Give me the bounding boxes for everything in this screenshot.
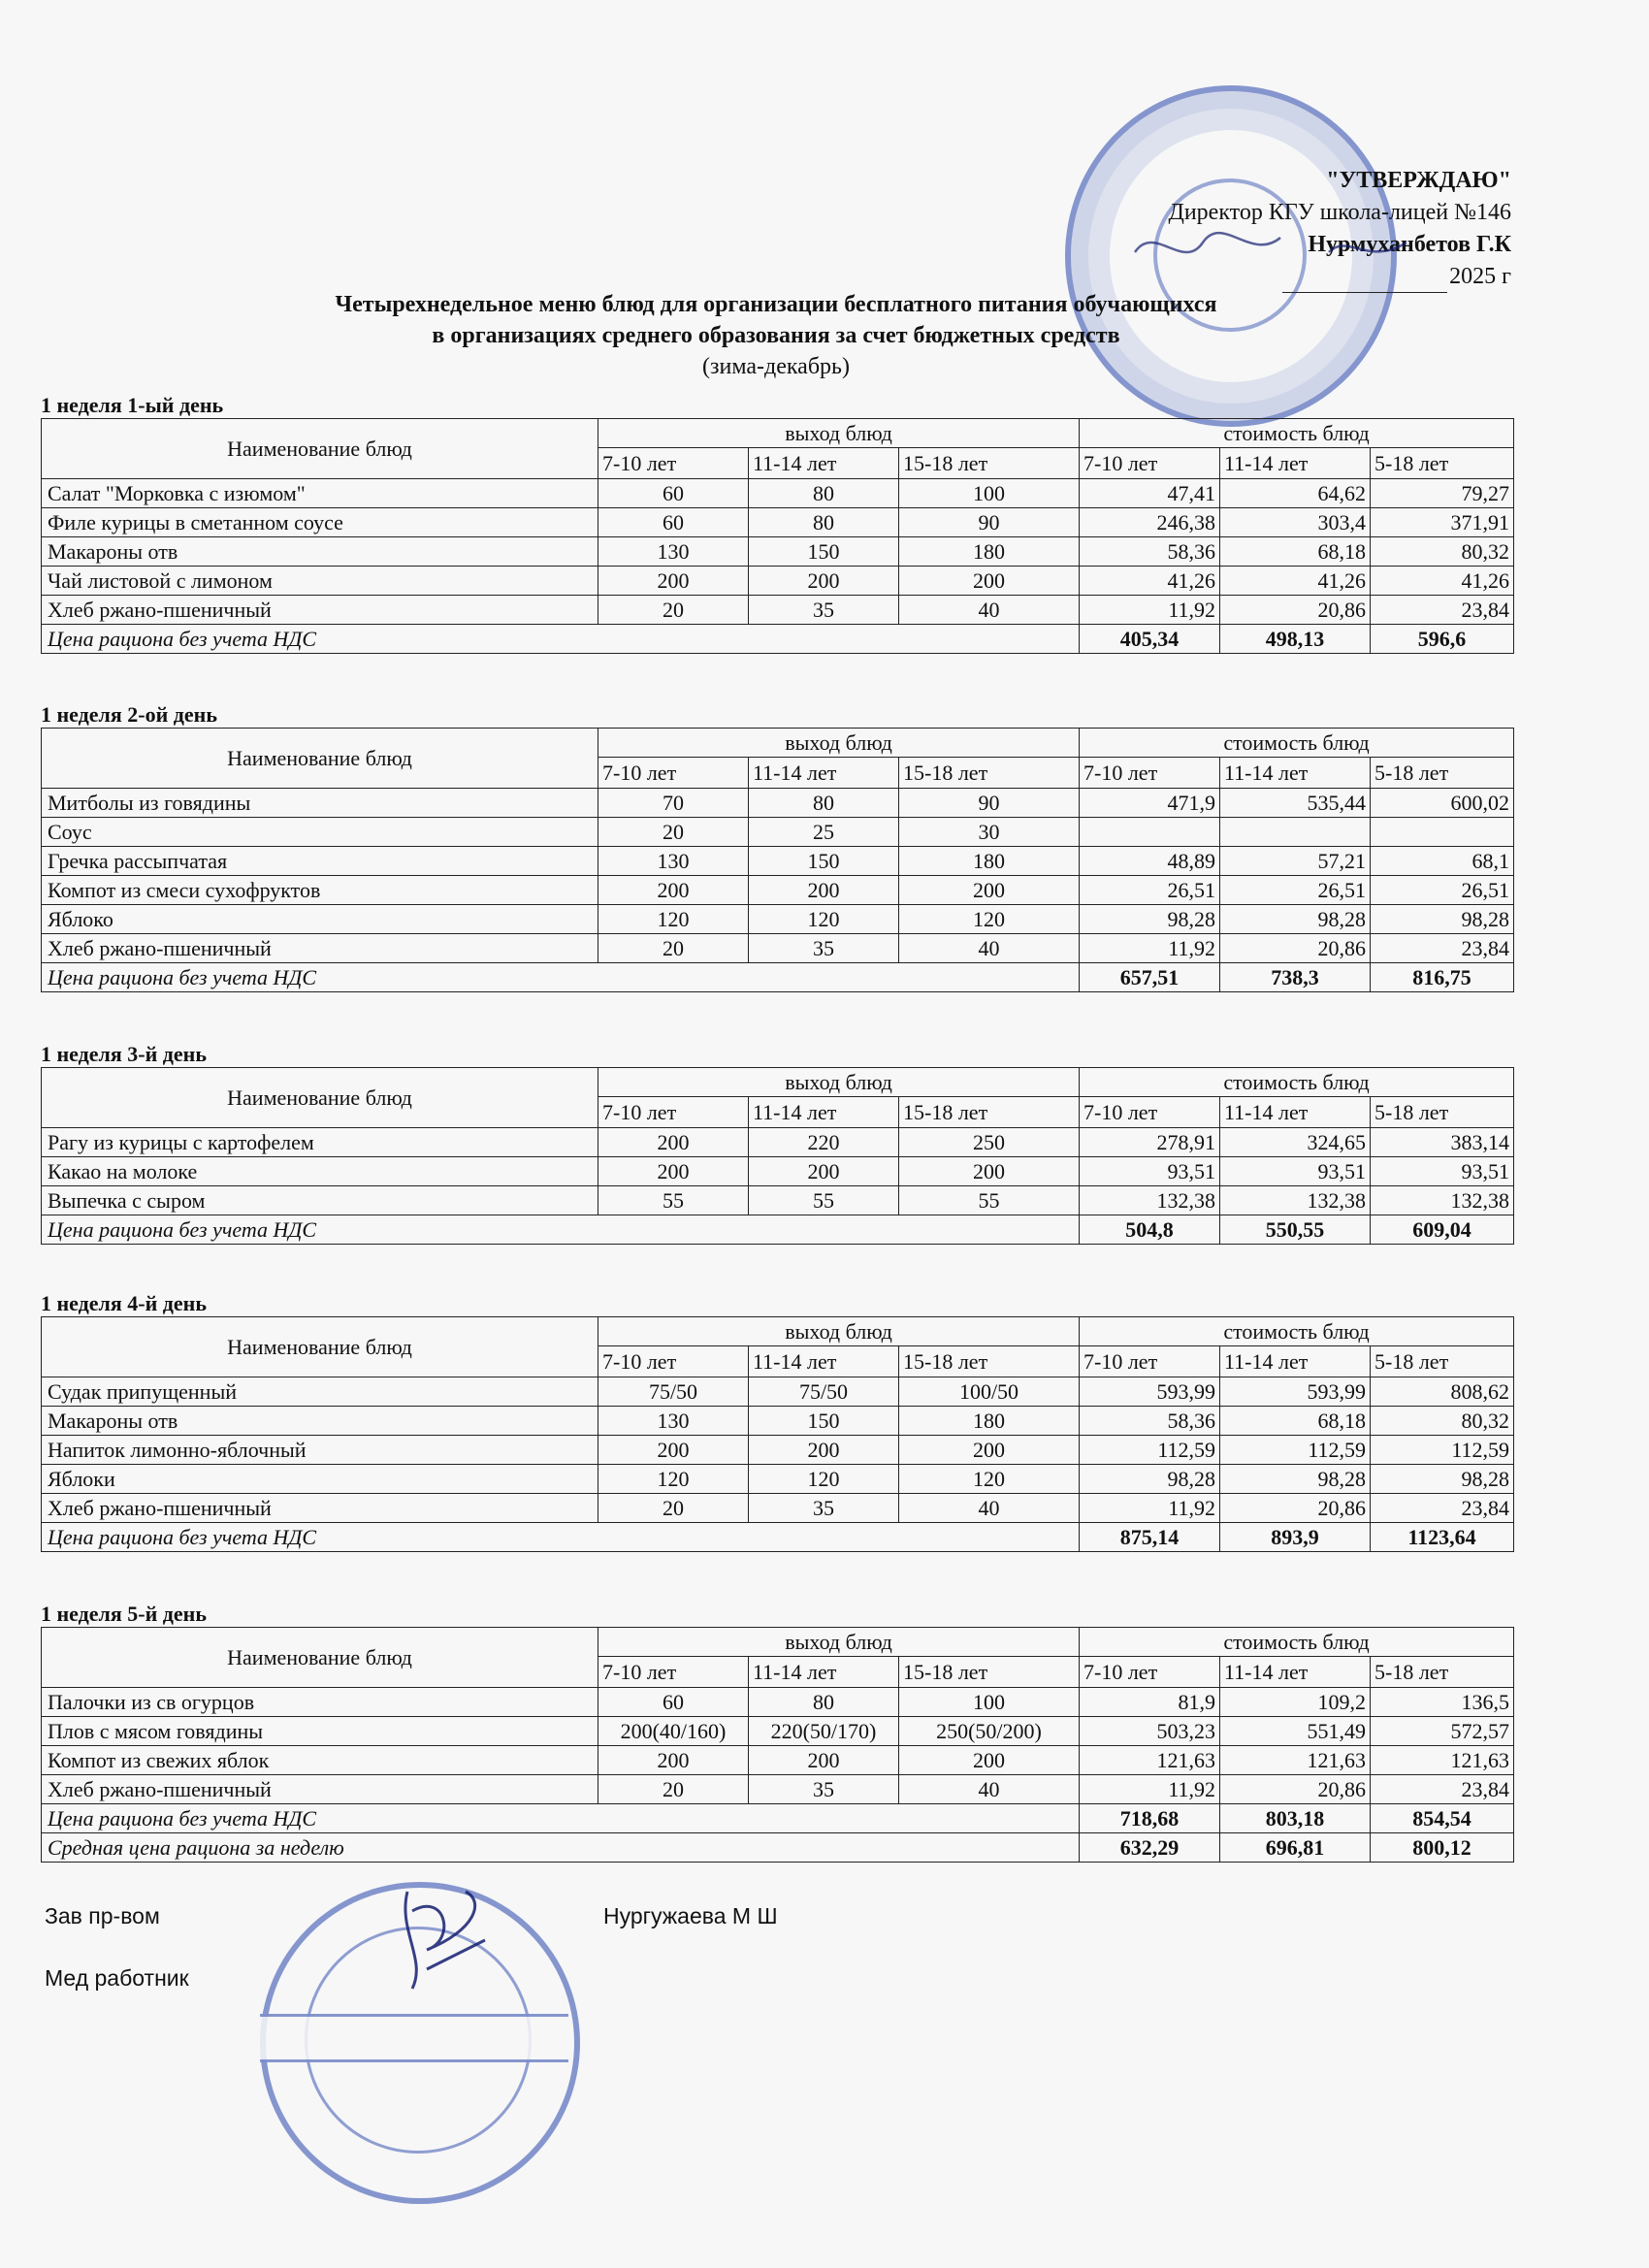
footer-person-1: Нургужаева М Ш xyxy=(603,1903,778,1928)
header-row xyxy=(42,1628,1514,1657)
dish-name: Судак припущенный xyxy=(42,1377,598,1407)
yield-7-10: 200(40/160) xyxy=(598,1717,749,1746)
yield-15-18: 250(50/200) xyxy=(899,1717,1080,1746)
yield-11-14: 220(50/170) xyxy=(749,1717,899,1746)
cost-11-14: 57,21 xyxy=(1220,847,1371,876)
cost-7-10: 98,28 xyxy=(1080,905,1220,934)
yield-15-18: 100 xyxy=(899,479,1080,508)
cost-11-14: 93,51 xyxy=(1220,1157,1371,1186)
header-cost: стоимость блюд xyxy=(1080,729,1514,758)
yield-15-18: 180 xyxy=(899,847,1080,876)
total-15-18: 596,6 xyxy=(1371,625,1514,654)
yield-7-10: 75/50 xyxy=(598,1377,749,1407)
total-11-14: 893,9 xyxy=(1220,1523,1371,1552)
yield-15-18: 200 xyxy=(899,567,1080,596)
header-age: 11-14 лет xyxy=(1220,1346,1371,1377)
header-age: 7-10 лет xyxy=(1080,1346,1220,1377)
cost-7-10: 26,51 xyxy=(1080,876,1220,905)
day-section xyxy=(41,392,1513,654)
yield-7-10: 130 xyxy=(598,847,749,876)
menu-table xyxy=(41,418,1514,654)
day-label: 1 неделя 5-й день xyxy=(41,1602,207,1626)
header-age: 5-18 лет xyxy=(1371,758,1514,789)
total-row xyxy=(42,1215,1514,1245)
title-season: (зима-декабрь) xyxy=(702,354,850,379)
header-age: 7-10 лет xyxy=(598,448,749,479)
yield-11-14: 200 xyxy=(749,876,899,905)
header-age: 15-18 лет xyxy=(899,448,1080,479)
header-age: 7-10 лет xyxy=(1080,448,1220,479)
yield-7-10: 200 xyxy=(598,1128,749,1157)
yield-7-10: 200 xyxy=(598,1436,749,1465)
day-label: 1 неделя 2-ой день xyxy=(41,702,217,727)
cost-11-14: 20,86 xyxy=(1220,596,1371,625)
header-age: 15-18 лет xyxy=(899,1657,1080,1688)
cost-15-18: 41,26 xyxy=(1371,567,1514,596)
header-age: 5-18 лет xyxy=(1371,1657,1514,1688)
yield-11-14: 35 xyxy=(749,596,899,625)
yield-7-10: 60 xyxy=(598,1688,749,1717)
approve-year: 2025 г xyxy=(1449,264,1511,289)
yield-11-14: 120 xyxy=(749,905,899,934)
cost-7-10: 121,63 xyxy=(1080,1746,1220,1775)
header-age: 15-18 лет xyxy=(899,1097,1080,1128)
header-age: 11-14 лет xyxy=(749,1097,899,1128)
yield-15-18: 180 xyxy=(899,1407,1080,1436)
cost-15-18: 121,63 xyxy=(1371,1746,1514,1775)
table-row xyxy=(42,1128,1514,1157)
yield-15-18: 200 xyxy=(899,1157,1080,1186)
cost-15-18: 136,5 xyxy=(1371,1688,1514,1717)
day-label: 1 неделя 3-й день xyxy=(41,1042,207,1066)
header-row xyxy=(42,729,1514,758)
header-age: 11-14 лет xyxy=(1220,758,1371,789)
yield-11-14: 200 xyxy=(749,1746,899,1775)
menu-table xyxy=(41,1067,1514,1245)
header-cost: стоимость блюд xyxy=(1080,1317,1514,1346)
cost-11-14: 20,86 xyxy=(1220,934,1371,963)
title-line-2: в организациях среднего образования за счет бюджетных средств xyxy=(432,323,1120,348)
yield-15-18: 200 xyxy=(899,1746,1080,1775)
title-line-1: Четырехнедельное меню блюд для организации бесплатного питания обучающихся xyxy=(335,292,1217,317)
header-age: 5-18 лет xyxy=(1371,1346,1514,1377)
header-age: 5-18 лет xyxy=(1371,1097,1514,1128)
cost-11-14: 112,59 xyxy=(1220,1436,1371,1465)
average-15-18: 800,12 xyxy=(1371,1833,1514,1863)
yield-11-14: 80 xyxy=(749,789,899,818)
table-row xyxy=(42,1717,1514,1746)
yield-7-10: 200 xyxy=(598,567,749,596)
header-dish-name: Наименование блюд xyxy=(42,1068,598,1128)
dish-name: Плов с мясом говядины xyxy=(42,1717,598,1746)
dish-name: Компот из смеси сухофруктов xyxy=(42,876,598,905)
yield-15-18: 180 xyxy=(899,537,1080,567)
dish-name: Напиток лимонно-яблочный xyxy=(42,1436,598,1465)
table-row xyxy=(42,1775,1514,1804)
table-row xyxy=(42,1688,1514,1717)
table-row xyxy=(42,1465,1514,1494)
header-age: 7-10 лет xyxy=(598,1346,749,1377)
cost-11-14: 324,65 xyxy=(1220,1128,1371,1157)
yield-7-10: 20 xyxy=(598,596,749,625)
approve-director: Директор КГУ школа-лицей №146 xyxy=(1168,200,1511,225)
yield-7-10: 20 xyxy=(598,934,749,963)
yield-11-14: 80 xyxy=(749,479,899,508)
yield-15-18: 40 xyxy=(899,1494,1080,1523)
table-row xyxy=(42,479,1514,508)
header-yield: выход блюд xyxy=(598,729,1080,758)
cost-15-18: 383,14 xyxy=(1371,1128,1514,1157)
yield-11-14: 35 xyxy=(749,1775,899,1804)
cost-15-18: 80,32 xyxy=(1371,537,1514,567)
dish-name: Выпечка с сыром xyxy=(42,1186,598,1215)
header-row xyxy=(42,419,1514,448)
yield-15-18: 40 xyxy=(899,1775,1080,1804)
cost-11-14: 41,26 xyxy=(1220,567,1371,596)
total-15-18: 816,75 xyxy=(1371,963,1514,992)
header-age: 7-10 лет xyxy=(598,1657,749,1688)
day-label: 1 неделя 4-й день xyxy=(41,1291,207,1315)
yield-15-18: 100 xyxy=(899,1688,1080,1717)
cost-11-14: 303,4 xyxy=(1220,508,1371,537)
table-row xyxy=(42,789,1514,818)
cost-11-14 xyxy=(1220,818,1371,847)
yield-7-10: 200 xyxy=(598,1746,749,1775)
footer-role-1: Зав пр-вом xyxy=(45,1903,160,1928)
yield-15-18: 100/50 xyxy=(899,1377,1080,1407)
header-age: 11-14 лет xyxy=(1220,1657,1371,1688)
header-dish-name: Наименование блюд xyxy=(42,1317,598,1377)
header-yield: выход блюд xyxy=(598,1317,1080,1346)
total-7-10: 875,14 xyxy=(1080,1523,1220,1552)
menu-table xyxy=(41,1627,1514,1863)
cost-11-14: 20,86 xyxy=(1220,1494,1371,1523)
cost-11-14: 551,49 xyxy=(1220,1717,1371,1746)
yield-7-10: 130 xyxy=(598,537,749,567)
header-row xyxy=(42,1317,1514,1346)
dish-name: Яблоки xyxy=(42,1465,598,1494)
yield-7-10: 55 xyxy=(598,1186,749,1215)
yield-15-18: 30 xyxy=(899,818,1080,847)
dish-name: Яблоко xyxy=(42,905,598,934)
header-age: 7-10 лет xyxy=(598,1097,749,1128)
cost-7-10: 593,99 xyxy=(1080,1377,1220,1407)
header-row xyxy=(42,1068,1514,1097)
cost-7-10: 41,26 xyxy=(1080,567,1220,596)
yield-15-18: 40 xyxy=(899,934,1080,963)
director-signature xyxy=(1116,213,1436,291)
cost-15-18: 93,51 xyxy=(1371,1157,1514,1186)
yield-7-10: 20 xyxy=(598,818,749,847)
total-7-10: 718,68 xyxy=(1080,1804,1220,1833)
menu-table xyxy=(41,1316,1514,1552)
cost-15-18: 23,84 xyxy=(1371,1494,1514,1523)
yield-15-18: 200 xyxy=(899,876,1080,905)
dish-name: Рагу из курицы с картофелем xyxy=(42,1128,598,1157)
cost-7-10: 112,59 xyxy=(1080,1436,1220,1465)
table-row xyxy=(42,508,1514,537)
table-row xyxy=(42,905,1514,934)
total-label: Цена рациона без учета НДС xyxy=(42,1523,1080,1552)
cost-15-18: 98,28 xyxy=(1371,1465,1514,1494)
total-7-10: 504,8 xyxy=(1080,1215,1220,1245)
cost-11-14: 132,38 xyxy=(1220,1186,1371,1215)
cost-15-18: 600,02 xyxy=(1371,789,1514,818)
yield-11-14: 35 xyxy=(749,1494,899,1523)
average-7-10: 632,29 xyxy=(1080,1833,1220,1863)
dish-name: Соус xyxy=(42,818,598,847)
header-age: 5-18 лет xyxy=(1371,448,1514,479)
yield-7-10: 130 xyxy=(598,1407,749,1436)
cost-15-18: 80,32 xyxy=(1371,1407,1514,1436)
cost-11-14: 68,18 xyxy=(1220,537,1371,567)
yield-11-14: 200 xyxy=(749,1157,899,1186)
dish-name: Хлеб ржано-пшеничный xyxy=(42,1775,598,1804)
cost-11-14: 109,2 xyxy=(1220,1688,1371,1717)
cost-7-10: 246,38 xyxy=(1080,508,1220,537)
cost-7-10 xyxy=(1080,818,1220,847)
yield-15-18: 120 xyxy=(899,1465,1080,1494)
cost-11-14: 535,44 xyxy=(1220,789,1371,818)
header-age: 11-14 лет xyxy=(749,1346,899,1377)
cost-11-14: 98,28 xyxy=(1220,905,1371,934)
cost-15-18: 132,38 xyxy=(1371,1186,1514,1215)
cost-7-10: 58,36 xyxy=(1080,537,1220,567)
yield-7-10: 200 xyxy=(598,1157,749,1186)
dish-name: Макароны отв xyxy=(42,537,598,567)
cost-11-14: 98,28 xyxy=(1220,1465,1371,1494)
yield-11-14: 220 xyxy=(749,1128,899,1157)
yield-15-18: 40 xyxy=(899,596,1080,625)
table-row xyxy=(42,1377,1514,1407)
header-age: 11-14 лет xyxy=(1220,448,1371,479)
yield-11-14: 75/50 xyxy=(749,1377,899,1407)
table-row xyxy=(42,876,1514,905)
header-dish-name: Наименование блюд xyxy=(42,419,598,479)
yield-15-18: 250 xyxy=(899,1128,1080,1157)
dish-name: Митболы из говядины xyxy=(42,789,598,818)
cost-11-14: 68,18 xyxy=(1220,1407,1371,1436)
total-11-14: 738,3 xyxy=(1220,963,1371,992)
cost-7-10: 503,23 xyxy=(1080,1717,1220,1746)
cost-11-14: 26,51 xyxy=(1220,876,1371,905)
total-label: Цена рациона без учета НДС xyxy=(42,1804,1080,1833)
header-cost: стоимость блюд xyxy=(1080,419,1514,448)
yield-11-14: 200 xyxy=(749,1436,899,1465)
menu-table xyxy=(41,728,1514,992)
cost-11-14: 64,62 xyxy=(1220,479,1371,508)
yield-7-10: 120 xyxy=(598,905,749,934)
cost-15-18 xyxy=(1371,818,1514,847)
dish-name: Хлеб ржано-пшеничный xyxy=(42,596,598,625)
header-age: 7-10 лет xyxy=(1080,1097,1220,1128)
yield-15-18: 90 xyxy=(899,789,1080,818)
yield-7-10: 60 xyxy=(598,508,749,537)
dish-name: Салат "Морковка с изюмом" xyxy=(42,479,598,508)
day-section xyxy=(41,1601,1513,1863)
table-row xyxy=(42,1746,1514,1775)
day-section xyxy=(41,701,1513,992)
yield-11-14: 25 xyxy=(749,818,899,847)
cost-11-14: 593,99 xyxy=(1220,1377,1371,1407)
total-15-18: 609,04 xyxy=(1371,1215,1514,1245)
yield-7-10: 120 xyxy=(598,1465,749,1494)
header-dish-name: Наименование блюд xyxy=(42,1628,598,1688)
cost-7-10: 48,89 xyxy=(1080,847,1220,876)
yield-11-14: 150 xyxy=(749,1407,899,1436)
total-row xyxy=(42,1523,1514,1552)
total-7-10: 405,34 xyxy=(1080,625,1220,654)
total-11-14: 803,18 xyxy=(1220,1804,1371,1833)
header-age: 11-14 лет xyxy=(749,758,899,789)
yield-15-18: 55 xyxy=(899,1186,1080,1215)
cost-7-10: 278,91 xyxy=(1080,1128,1220,1157)
yield-7-10: 70 xyxy=(598,789,749,818)
header-age: 15-18 лет xyxy=(899,1346,1080,1377)
table-row xyxy=(42,567,1514,596)
yield-11-14: 150 xyxy=(749,847,899,876)
footer-role-2: Мед работник xyxy=(45,1965,189,1991)
yield-15-18: 90 xyxy=(899,508,1080,537)
cost-7-10: 11,92 xyxy=(1080,1494,1220,1523)
dish-name: Гречка рассыпчатая xyxy=(42,847,598,876)
yield-7-10: 60 xyxy=(598,479,749,508)
table-row xyxy=(42,1494,1514,1523)
day-section xyxy=(41,1290,1513,1552)
yield-11-14: 150 xyxy=(749,537,899,567)
yield-11-14: 80 xyxy=(749,1688,899,1717)
header-cost: стоимость блюд xyxy=(1080,1628,1514,1657)
day-label: 1 неделя 1-ый день xyxy=(41,393,224,417)
signature xyxy=(369,1872,524,2018)
table-row xyxy=(42,818,1514,847)
header-age: 11-14 лет xyxy=(1220,1097,1371,1128)
cost-15-18: 23,84 xyxy=(1371,1775,1514,1804)
total-label: Цена рациона без учета НДС xyxy=(42,1215,1080,1245)
yield-11-14: 35 xyxy=(749,934,899,963)
cost-15-18: 112,59 xyxy=(1371,1436,1514,1465)
total-label: Цена рациона без учета НДС xyxy=(42,963,1080,992)
day-section xyxy=(41,1041,1513,1245)
total-11-14: 498,13 xyxy=(1220,625,1371,654)
cost-15-18: 98,28 xyxy=(1371,905,1514,934)
total-label: Цена рациона без учета НДС xyxy=(42,625,1080,654)
yield-11-14: 55 xyxy=(749,1186,899,1215)
dish-name: Макароны отв xyxy=(42,1407,598,1436)
cost-15-18: 371,91 xyxy=(1371,508,1514,537)
dish-name: Хлеб ржано-пшеничный xyxy=(42,1494,598,1523)
cost-15-18: 26,51 xyxy=(1371,876,1514,905)
header-age: 15-18 лет xyxy=(899,758,1080,789)
approve-name: Нурмуханбетов Г.К xyxy=(1308,232,1511,257)
dish-name: Какао на молоке xyxy=(42,1157,598,1186)
cost-7-10: 81,9 xyxy=(1080,1688,1220,1717)
cost-7-10: 11,92 xyxy=(1080,596,1220,625)
total-11-14: 550,55 xyxy=(1220,1215,1371,1245)
cost-15-18: 23,84 xyxy=(1371,934,1514,963)
dish-name: Компот из свежих яблок xyxy=(42,1746,598,1775)
table-row xyxy=(42,1407,1514,1436)
document-title xyxy=(0,289,1552,382)
header-dish-name: Наименование блюд xyxy=(42,729,598,789)
yield-15-18: 200 xyxy=(899,1436,1080,1465)
header-age: 7-10 лет xyxy=(1080,1657,1220,1688)
dish-name: Палочки из св огурцов xyxy=(42,1688,598,1717)
cost-7-10: 98,28 xyxy=(1080,1465,1220,1494)
average-11-14: 696,81 xyxy=(1220,1833,1371,1863)
cost-15-18: 68,1 xyxy=(1371,847,1514,876)
cost-15-18: 79,27 xyxy=(1371,479,1514,508)
table-row xyxy=(42,847,1514,876)
dish-name: Филе курицы в сметанном соусе xyxy=(42,508,598,537)
cost-7-10: 58,36 xyxy=(1080,1407,1220,1436)
table-row xyxy=(42,934,1514,963)
cost-15-18: 23,84 xyxy=(1371,596,1514,625)
yield-7-10: 200 xyxy=(598,876,749,905)
cost-7-10: 11,92 xyxy=(1080,934,1220,963)
table-row xyxy=(42,596,1514,625)
dish-name: Чай листовой с лимоном xyxy=(42,567,598,596)
yield-7-10: 20 xyxy=(598,1775,749,1804)
table-row xyxy=(42,1436,1514,1465)
cost-11-14: 20,86 xyxy=(1220,1775,1371,1804)
yield-11-14: 120 xyxy=(749,1465,899,1494)
yield-11-14: 200 xyxy=(749,567,899,596)
header-yield: выход блюд xyxy=(598,419,1080,448)
total-15-18: 1123,64 xyxy=(1371,1523,1514,1552)
total-row xyxy=(42,963,1514,992)
table-row xyxy=(42,1157,1514,1186)
header-age: 7-10 лет xyxy=(598,758,749,789)
cost-11-14: 121,63 xyxy=(1220,1746,1371,1775)
dish-name: Хлеб ржано-пшеничный xyxy=(42,934,598,963)
approve-heading: "УТВЕРЖДАЮ" xyxy=(1326,168,1511,193)
table-row xyxy=(42,537,1514,567)
average-row xyxy=(42,1833,1514,1863)
header-age: 11-14 лет xyxy=(749,1657,899,1688)
table-row xyxy=(42,1186,1514,1215)
header-yield: выход блюд xyxy=(598,1068,1080,1097)
cost-7-10: 471,9 xyxy=(1080,789,1220,818)
total-row xyxy=(42,625,1514,654)
yield-15-18: 120 xyxy=(899,905,1080,934)
cost-15-18: 808,62 xyxy=(1371,1377,1514,1407)
cost-7-10: 11,92 xyxy=(1080,1775,1220,1804)
total-7-10: 657,51 xyxy=(1080,963,1220,992)
header-yield: выход блюд xyxy=(598,1628,1080,1657)
yield-7-10: 20 xyxy=(598,1494,749,1523)
header-age: 7-10 лет xyxy=(1080,758,1220,789)
header-cost: стоимость блюд xyxy=(1080,1068,1514,1097)
cost-7-10: 47,41 xyxy=(1080,479,1220,508)
cost-15-18: 572,57 xyxy=(1371,1717,1514,1746)
header-age: 11-14 лет xyxy=(749,448,899,479)
stamp-main-text xyxy=(260,2014,568,2062)
total-15-18: 854,54 xyxy=(1371,1804,1514,1833)
cost-7-10: 93,51 xyxy=(1080,1157,1220,1186)
total-row xyxy=(42,1804,1514,1833)
cost-7-10: 132,38 xyxy=(1080,1186,1220,1215)
average-label: Средная цена рациона за неделю xyxy=(42,1833,1080,1863)
yield-11-14: 80 xyxy=(749,508,899,537)
